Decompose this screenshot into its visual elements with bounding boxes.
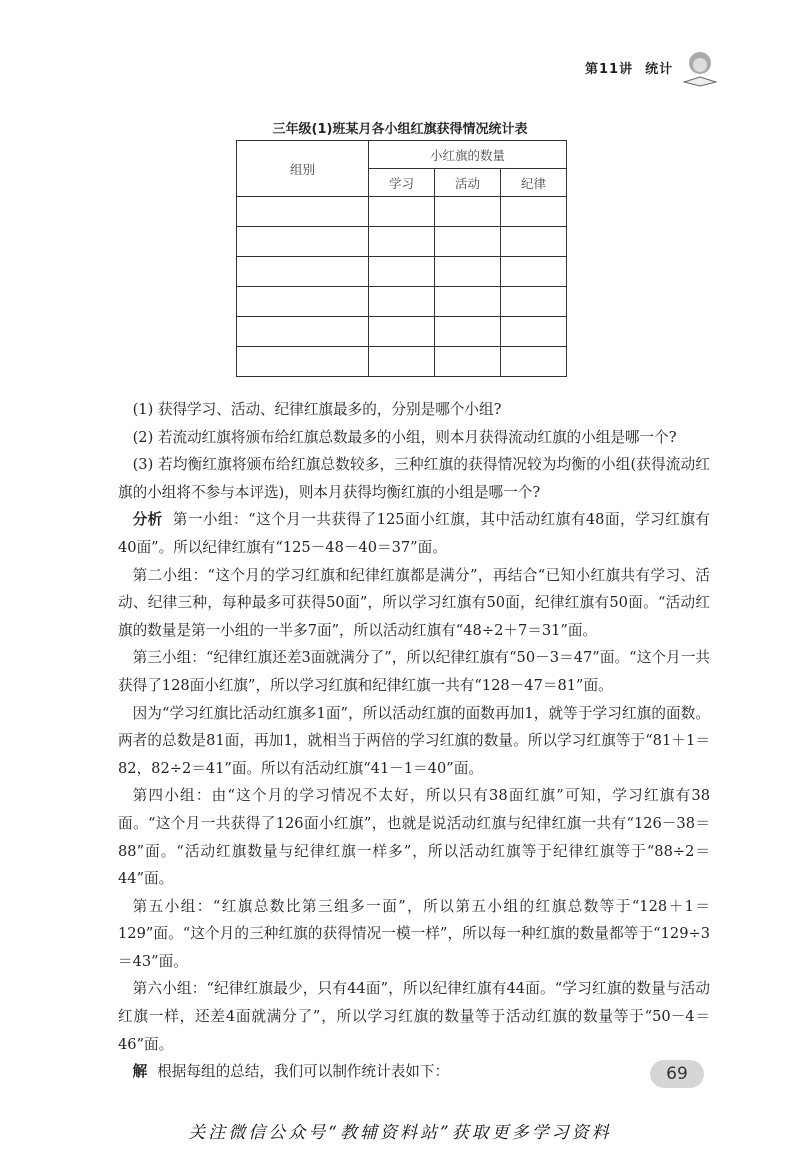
table-cell <box>369 227 435 257</box>
table-cell <box>501 317 567 347</box>
table-cell <box>435 227 501 257</box>
analysis-paragraph: 第六小组：“纪律红旗最少，只有44面”，所以纪律红旗有44面。“学习红旗的数量与活动红旗一样，还差4面就满分了”，所以学习红旗的数量等于活动红旗的数量等于“50－4＝46”面。 <box>118 980 710 1053</box>
table-cell <box>237 317 369 347</box>
col-group-header: 组别 <box>237 141 369 197</box>
table-cell <box>369 257 435 287</box>
col-discipline: 纪律 <box>501 169 567 197</box>
table-cell <box>501 227 567 257</box>
page-number: 69 <box>650 1060 704 1088</box>
table-cell <box>501 287 567 317</box>
table-cell <box>435 287 501 317</box>
analysis-paragraph <box>118 506 710 561</box>
table-row <box>237 347 567 377</box>
analysis-text: 第一小组：“这个月一共获得了125面小红旗，其中活动红旗有48面，学习红旗有40面”。所以纪律红旗有“125－48－40＝37”面。 <box>118 511 710 556</box>
footer-note: 关注微信公众号“教辅资料站”获取更多学习资料 <box>188 1123 612 1143</box>
reading-child-icon <box>680 48 720 88</box>
solution-text: 根据每组的总结，我们可以制作统计表如下： <box>157 1063 450 1081</box>
running-header <box>585 58 673 77</box>
analysis-label: 分析 <box>132 511 163 529</box>
table-row <box>237 257 567 287</box>
table-cell <box>435 347 501 377</box>
table-cell <box>369 287 435 317</box>
table-cell <box>237 227 369 257</box>
table-cell <box>369 347 435 377</box>
table-cell <box>237 257 369 287</box>
col-activity: 活动 <box>435 169 501 197</box>
table-cell <box>501 197 567 227</box>
table-row <box>237 287 567 317</box>
col-flags-header: 小红旗的数量 <box>369 141 567 169</box>
question-1: (1) 获得学习、活动、纪律红旗最多的，分别是哪个小组? <box>132 401 502 418</box>
solution-label: 解 <box>132 1063 148 1081</box>
table-cell <box>369 197 435 227</box>
table-cell <box>237 197 369 227</box>
page-body <box>118 396 710 1086</box>
table-caption: 三年级(1)班某月各小组红旗获得情况统计表 <box>272 122 528 137</box>
lesson-topic: 统计 <box>645 62 674 77</box>
analysis-paragraph: 第五小组：“红旗总数比第三组多一面”，所以第五小组的红旗总数等于“128＋1＝129”面。“这个月的三种红旗的获得情况一模一样”，所以每一种红旗的数量都等于“129÷3＝43”面。 <box>118 897 710 970</box>
question-3: (3) 若均衡红旗将颁布给红旗总数较多，三种红旗的获得情况较为均衡的小组(获得流动红旗的小组将不参与本评选)，则本月获得均衡红旗的小组是哪一个? <box>118 456 710 501</box>
table-row <box>237 317 567 347</box>
table-cell <box>501 347 567 377</box>
analysis-paragraph: 第三小组：“纪律红旗还差3面就满分了”，所以纪律红旗有“50－3＝47”面。“这个月一共获得了128面小红旗”，所以学习红旗和纪律红旗一共有“128－47＝81”面。 <box>118 649 710 694</box>
table-cell <box>501 257 567 287</box>
question-2: (2) 若流动红旗将颁布给红旗总数最多的小组，则本月获得流动红旗的小组是哪一个? <box>132 428 677 446</box>
table-cell <box>435 197 501 227</box>
table-row <box>237 197 567 227</box>
col-study: 学习 <box>369 169 435 197</box>
table-cell <box>369 317 435 347</box>
table-row <box>237 227 567 257</box>
lesson-number: 第11讲 <box>585 62 634 77</box>
table-cell <box>435 257 501 287</box>
table-cell <box>435 317 501 347</box>
analysis-paragraph: 因为“学习红旗比活动红旗多1面”，所以活动红旗的面数再加1，就等于学习红旗的面数。两者的总数是81面，再加1，就相当于两倍的学习红旗的数量。所以学习红旗等于“81＋1＝82，82÷2＝41”面。所以有活动红旗“41－1＝40”面。 <box>118 704 710 777</box>
solution-paragraph <box>118 1058 710 1086</box>
stats-table <box>236 140 567 377</box>
analysis-paragraph: 第四小组：由“这个月的学习情况不太好，所以只有38面红旗”可知，学习红旗有38面。“这个月一共获得了126面小红旗”，也就是说活动红旗与纪律红旗一共有“126－38＝88”面。“活动红旗数量与纪律红旗一样多”，所以活动红旗等于纪律红旗等于“88÷2＝44”面。 <box>118 787 710 888</box>
analysis-paragraph: 第二小组：“这个月的学习红旗和纪律红旗都是满分”，再结合“已知小红旗共有学习、活动、纪律三种，每种最多可获得50面”，所以学习红旗有50面，纪律红旗有50面。“活动红旗的数量是第一小组的一半多7面”，所以活动红旗有“48÷2＋7＝31”面。 <box>118 566 710 639</box>
table-cell <box>237 287 369 317</box>
table-cell <box>237 347 369 377</box>
